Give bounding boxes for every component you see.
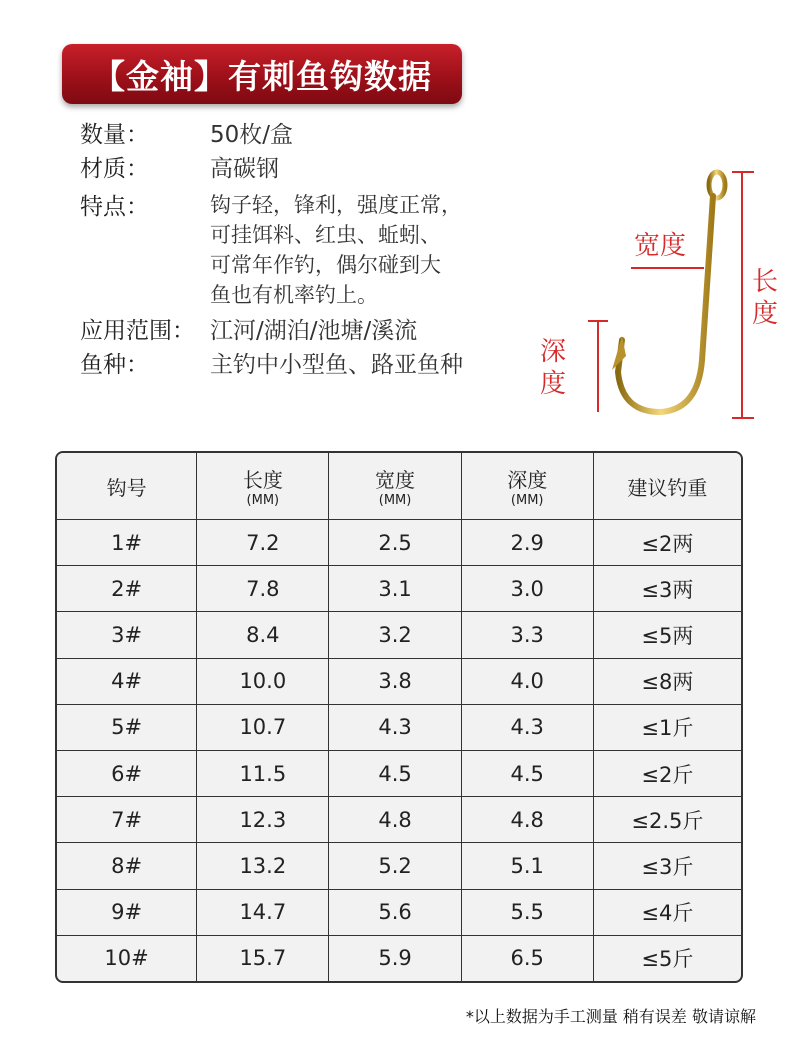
cell-hook-number: 1# — [57, 520, 197, 566]
table-row — [57, 566, 741, 612]
cell-hook-number: 9# — [57, 890, 197, 936]
cell-hook-number: 7# — [57, 797, 197, 843]
cell-hook-number: 3# — [57, 612, 197, 658]
cell-depth: 3.0 — [462, 566, 594, 612]
cell-depth: 4.8 — [462, 797, 594, 843]
cell-length: 14.7 — [197, 890, 329, 936]
info-value: 钩子轻，锋利，强度正常， 可挂饵料、红虫、蚯蚓、 可常年作钓，偶尔碰到大 鱼也有机率钓上。 — [210, 193, 462, 307]
info-row-material — [80, 152, 520, 186]
table-header-row — [57, 453, 741, 520]
hook-icon — [612, 172, 725, 412]
info-value: 50枚/盒 — [210, 122, 294, 148]
cell-weight: ≤5两 — [594, 612, 741, 658]
cell-hook-number: 4# — [57, 659, 197, 705]
hook-diagram — [530, 160, 790, 430]
cell-hook-number: 2# — [57, 566, 197, 612]
info-row-application — [80, 314, 520, 348]
cell-width: 3.8 — [329, 659, 461, 705]
cell-width: 3.1 — [329, 566, 461, 612]
info-label: 鱼种： — [80, 352, 149, 378]
cell-length: 10.0 — [197, 659, 329, 705]
product-info — [80, 118, 520, 382]
info-label: 数量： — [80, 122, 149, 148]
title-banner — [62, 44, 462, 104]
cell-weight: ≤3两 — [594, 566, 741, 612]
table-row — [57, 843, 741, 889]
info-value: 高碳钢 — [210, 156, 279, 182]
cell-width: 5.9 — [329, 936, 461, 981]
cell-weight: ≤1斤 — [594, 705, 741, 751]
page-title: 【金袖】有刺鱼钩数据 — [92, 56, 432, 96]
cell-depth: 4.3 — [462, 705, 594, 751]
hook-spec-table — [55, 451, 743, 983]
cell-depth: 2.9 — [462, 520, 594, 566]
table-row — [57, 751, 741, 797]
cell-depth: 3.3 — [462, 612, 594, 658]
info-row-fish-species — [80, 348, 520, 382]
cell-depth: 4.0 — [462, 659, 594, 705]
cell-length: 15.7 — [197, 936, 329, 981]
header-depth: 深度 (MM) — [462, 453, 594, 520]
cell-hook-number: 5# — [57, 705, 197, 751]
cell-depth: 5.1 — [462, 843, 594, 889]
info-value: 江河/湖泊/池塘/溪流 — [210, 318, 418, 344]
header-width: 宽度 (MM) — [329, 453, 461, 520]
info-label: 应用范围： — [80, 318, 195, 344]
cell-width: 4.8 — [329, 797, 461, 843]
cell-width: 5.2 — [329, 843, 461, 889]
cell-weight: ≤8两 — [594, 659, 741, 705]
depth-dimension — [588, 321, 608, 412]
cell-weight: ≤4斤 — [594, 890, 741, 936]
cell-weight: ≤3斤 — [594, 843, 741, 889]
cell-depth: 6.5 — [462, 936, 594, 981]
cell-weight: ≤2斤 — [594, 751, 741, 797]
cell-length: 10.7 — [197, 705, 329, 751]
cell-depth: 5.5 — [462, 890, 594, 936]
width-label: 宽度 — [634, 231, 687, 261]
cell-length: 8.4 — [197, 612, 329, 658]
cell-weight: ≤2.5斤 — [594, 797, 741, 843]
header-recommended-weight: 建议钓重 — [594, 453, 741, 520]
table-row — [57, 705, 741, 751]
cell-width: 4.5 — [329, 751, 461, 797]
info-value: 主钓中小型鱼、路亚鱼种 — [210, 352, 463, 378]
cell-width: 4.3 — [329, 705, 461, 751]
table-row — [57, 659, 741, 705]
info-label: 材质： — [80, 156, 149, 182]
cell-weight: ≤5斤 — [641, 947, 694, 972]
cell-width: 5.6 — [329, 890, 461, 936]
cell-hook-number: 8# — [57, 843, 197, 889]
cell-hook-number: 10# — [57, 936, 197, 981]
info-label: 特点： — [80, 194, 149, 220]
length-label: 长 度 — [752, 267, 779, 329]
cell-length: 13.2 — [197, 843, 329, 889]
cell-hook-number: 6# — [57, 751, 197, 797]
cell-length: 11.5 — [197, 751, 329, 797]
cell-depth: 4.5 — [462, 751, 594, 797]
header-length: 长度 (MM) — [197, 453, 329, 520]
info-row-quantity — [80, 118, 520, 152]
cell-width: 3.2 — [329, 612, 461, 658]
cell-length: 7.2 — [197, 520, 329, 566]
depth-label: 深 度 — [540, 337, 567, 399]
table-row — [57, 612, 741, 658]
info-row-features — [80, 190, 520, 310]
table-row — [57, 936, 741, 981]
length-dimension — [732, 172, 754, 418]
cell-width: 2.5 — [329, 520, 461, 566]
cell-length: 7.8 — [197, 566, 329, 612]
header-hook-number: 钩号 — [57, 453, 197, 520]
footnote: *以上数据为手工测量 稍有误差 敬请谅解 — [465, 1007, 756, 1026]
cell-weight: ≤2两 — [594, 520, 741, 566]
table-row — [57, 797, 741, 843]
table-row — [57, 890, 741, 936]
table-row — [57, 520, 741, 566]
cell-length: 12.3 — [197, 797, 329, 843]
